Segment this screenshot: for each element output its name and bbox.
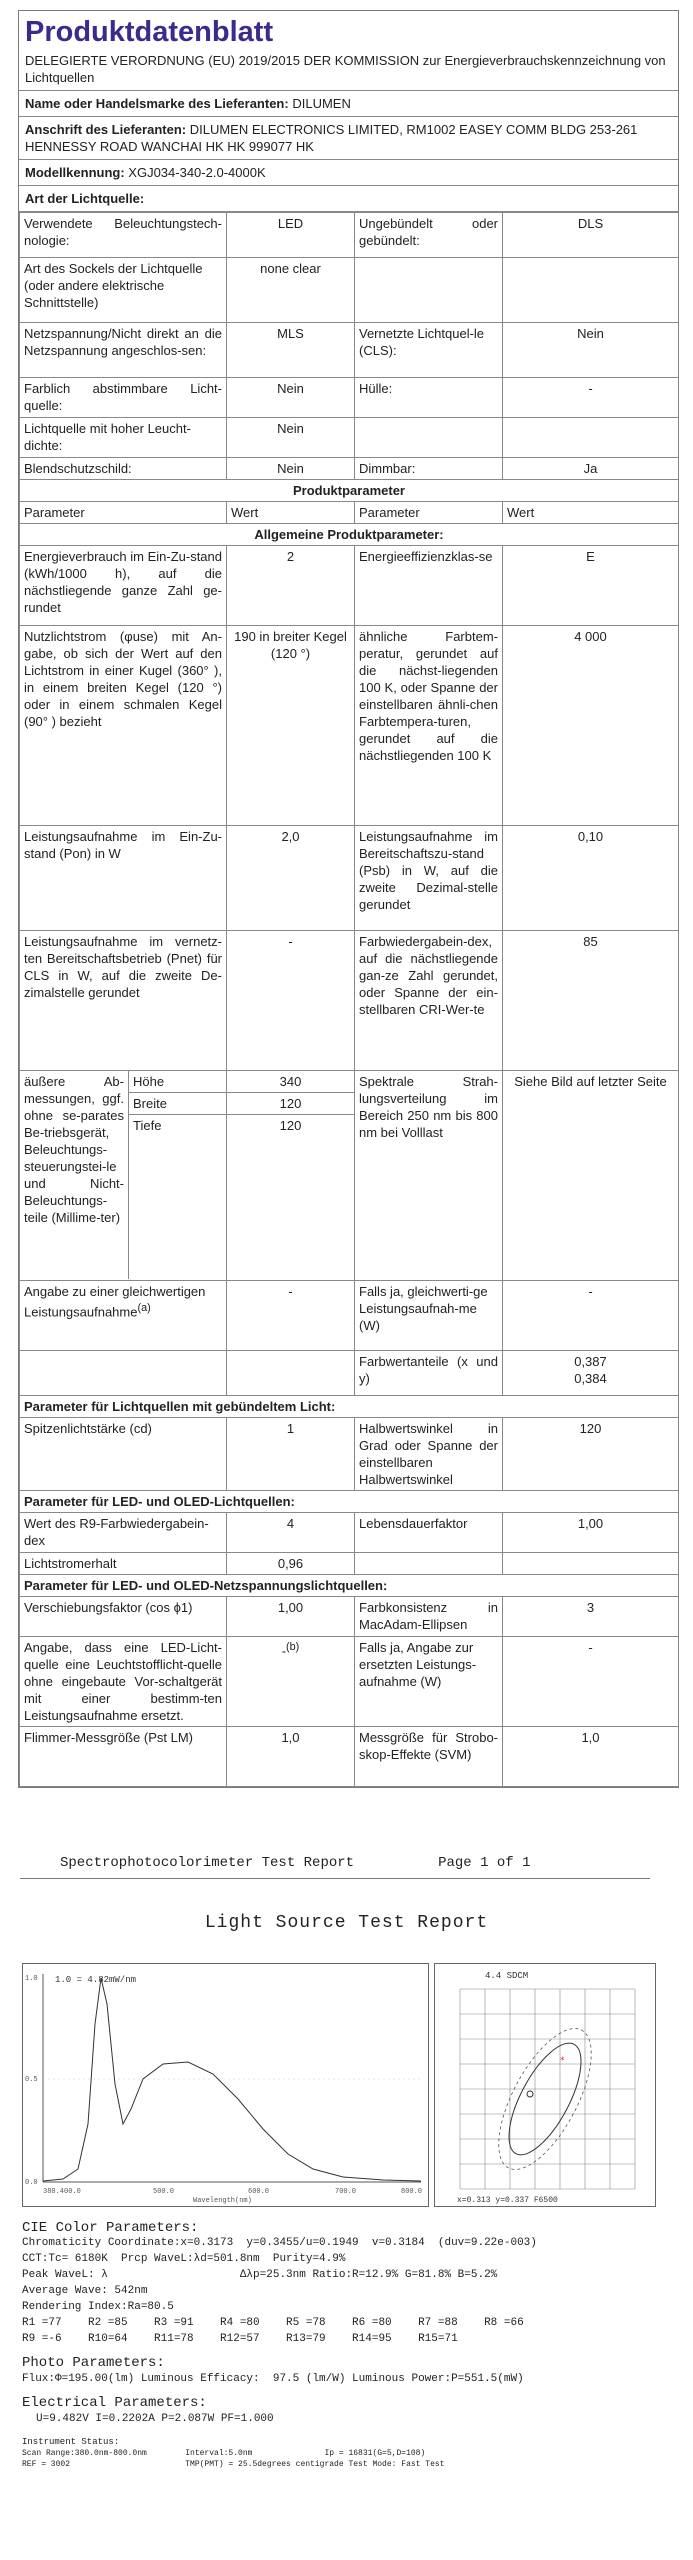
cell-label: Angabe, dass eine LED-Licht-quelle eine Leuchtstofflicht-quelle ohne eingebaute Vor-schaltgerät mit einer bestimm-ten Leistungsaufnahme ersetzt. bbox=[20, 1637, 227, 1727]
cell-label: Nutzlichtstrom (φuse) mit An-gabe, ob sich der Wert auf den Lichtstrom in einer Kugel (360° ), in einem breiten Kegel (120 °) oder in einem schmalen Kegel (90° ) bezieht bbox=[20, 626, 227, 826]
cell-value: 120 bbox=[503, 1418, 679, 1491]
cell-label: Farbwiedergabein-dex, auf die nächstliegende gan-ze Zahl gerundet, oder Spanne der ein-stellbaren CRI-Wer-te bbox=[355, 931, 503, 1071]
cie-line-5: Rendering Index:Ra=80.5 bbox=[22, 2301, 174, 2313]
col-header: Parameter bbox=[355, 502, 503, 524]
spectrum-svg bbox=[23, 1964, 428, 2206]
cell-label: Spitzenlichtstärke (cd) bbox=[20, 1418, 227, 1491]
datasheet bbox=[18, 10, 679, 1788]
x-axis-label: Wavelength(nm) bbox=[193, 2197, 252, 2205]
cell-value: 190 in breiter Kegel (120 °) bbox=[227, 626, 355, 826]
y-tick: 0.0 bbox=[25, 2179, 38, 2187]
elec-heading: Electrical Parameters: bbox=[22, 2395, 207, 2411]
cell-label: Ungebündelt oder gebündelt: bbox=[355, 213, 503, 258]
cell-label: Falls ja, gleichwerti-ge Leistungsaufnah-me (W) bbox=[355, 1281, 503, 1351]
supplier-name-row bbox=[19, 91, 678, 117]
cell-value: Ja bbox=[503, 458, 679, 480]
cell-value: 4 000 bbox=[503, 626, 679, 826]
cie-title: 4.4 SDCM bbox=[485, 1971, 529, 1981]
cell-value: Nein bbox=[227, 378, 355, 418]
x-tick: 700.0 bbox=[335, 2188, 357, 2196]
report-header bbox=[60, 1855, 531, 1871]
section-directional: Parameter für Lichtquellen mit gebündeltem Licht: bbox=[20, 1396, 679, 1418]
cell-label: Lichtstromerhalt bbox=[20, 1553, 227, 1575]
supplier-name-label: Name oder Handelsmarke des Lieferanten: bbox=[25, 96, 289, 111]
address: DILUMEN ELECTRONICS LIMITED, RM1002 EASEY COMM BLDG 253-261 HENNESSY ROAD WANCHAI HK HK 999077 HK bbox=[25, 122, 638, 154]
x-tick: 600.0 bbox=[248, 2188, 270, 2196]
cell-label: Spektrale Strah-lungsverteilung im Bereich 250 nm bis 800 nm bei Volllast bbox=[355, 1071, 503, 1281]
cie-line-3: Peak WaveL: λ Δλp=25.3nm Ratio:R=12.9% G=81.8% B=5.2% bbox=[22, 2269, 498, 2281]
cell-value: 4 bbox=[227, 1513, 355, 1553]
cell-label: Energieeffizienzklas-se bbox=[355, 546, 503, 626]
x-value: 0,387 bbox=[574, 1354, 607, 1369]
cell-label: Verwendete Beleuchtungstech-nologie: bbox=[20, 213, 227, 258]
cell-label: Falls ja, Angabe zur ersetzten Leistungs-aufnahme (W) bbox=[355, 1637, 503, 1727]
cell-value: E bbox=[503, 546, 679, 626]
cell-value: 2 bbox=[227, 546, 355, 626]
cell-value: -$^{(b)}$ bbox=[227, 1637, 355, 1727]
cell-value: LED bbox=[227, 213, 355, 258]
cell-label: Breite bbox=[129, 1093, 227, 1115]
cell-label: Leistungsaufnahme im vernetz-ten Bereitschaftsbetrieb (Pnet) für CLS in W, auf die zweite De-zimalstelle gerundet bbox=[20, 931, 227, 1071]
section-led: Parameter für LED- und OLED-Lichtquellen: bbox=[20, 1491, 679, 1513]
scale-label: 1.0 = 4.82mW/nm bbox=[55, 1975, 137, 1985]
cell-value: 120 bbox=[279, 1118, 302, 1133]
cell-value: 1,0 bbox=[503, 1727, 679, 1787]
col-header: Wert bbox=[503, 502, 679, 524]
cell-value: - bbox=[227, 931, 355, 1071]
cell-label: Farbwertanteile (x und y) bbox=[355, 1351, 503, 1396]
cell-label: Art des Sockels der Lichtquelle (oder andere elektrische Schnittstelle) bbox=[20, 258, 227, 323]
cell-label: Lichtquelle mit hoher Leucht-dichte: bbox=[20, 418, 227, 458]
cell-value: - bbox=[227, 1281, 355, 1351]
y-value: 0,384 bbox=[574, 1371, 607, 1386]
cell-value: DLS bbox=[503, 213, 679, 258]
status-line-1: Scan Range:380.0nm-800.0nm Interval:5.0nm Ip = 16831(G=5,D=108) bbox=[22, 2449, 426, 2458]
cell-value: Nein bbox=[503, 323, 679, 378]
supplier-name: DILUMEN bbox=[292, 96, 351, 111]
cie-chart bbox=[434, 1963, 656, 2207]
photo-line-1: Flux:Φ=195.00(lm) Luminous Efficacy: 97.5 (lm/W) Luminous Power:P=551.5(mW) bbox=[22, 2373, 524, 2385]
y-tick: 1.0 bbox=[25, 1975, 38, 1983]
cie-svg bbox=[435, 1964, 655, 2206]
cell-label: Halbwertswinkel in Grad oder Spanne der einstellbaren Halbwertswinkel bbox=[355, 1418, 503, 1491]
cell-value: Siehe Bild auf letzter Seite bbox=[503, 1071, 679, 1281]
cell-label: Leistungsaufnahme im Ein-Zu-stand (Pon) in W bbox=[20, 826, 227, 931]
x-tick: 380.400.0 bbox=[43, 2188, 81, 2196]
cell-label: äußere Ab-messungen, ggf. ohne se-parates Be-triebsgerät, Beleuchtungs-steuerungstei-le und Nicht-Beleuchtungs-teile (Millime-ter) bbox=[20, 1071, 129, 1279]
cell-label: Hülle: bbox=[355, 378, 503, 418]
col-header: Parameter bbox=[20, 502, 227, 524]
cie-line-2: CCT:Tc= 6180K Prcp WaveL:λd=501.8nm Purity=4.9% bbox=[22, 2253, 346, 2265]
cell-label: Tiefe bbox=[133, 1118, 162, 1133]
model: XGJ034-340-2.0-4000K bbox=[128, 165, 266, 180]
model-row bbox=[19, 160, 678, 186]
cell-label: Messgröße für Strobo-skop-Effekte (SVM) bbox=[355, 1727, 503, 1787]
cell-label: ähnliche Farbtem-peratur, gerundet auf die nächst-liegenden 100 K, oder Spanne der einstellbaren ähnli-chen Farbtempera-turen, gerundet auf die nächstliegenden 100 K bbox=[355, 626, 503, 826]
cell-value: 2,0 bbox=[227, 826, 355, 931]
cell-label: Blendschutzschild: bbox=[20, 458, 227, 480]
elec-line-1: U=9.482V I=0.2202A P=2.087W PF=1.000 bbox=[36, 2413, 274, 2425]
photo-heading: Photo Parameters: bbox=[22, 2355, 165, 2371]
cie-line-4: Average Wave: 542nm bbox=[22, 2285, 148, 2297]
cell-value: 340 bbox=[227, 1071, 354, 1093]
section-product-params: Produktparameter bbox=[20, 480, 679, 502]
cell-label: Wert des R9-Farbwiedergabein-dex bbox=[20, 1513, 227, 1553]
cell-value: none clear bbox=[227, 258, 355, 323]
cell-value bbox=[503, 1351, 679, 1396]
measured-point-icon: * bbox=[560, 2056, 565, 2066]
cell-label: Angabe zu einer gleichwertigen Leistungsaufnahme$^{(a)}$ bbox=[20, 1281, 227, 1351]
status-line-2: REF = 3002 TMP(PMT) = 25.5degrees centigrade Test Mode: Fast Test bbox=[22, 2460, 445, 2469]
cell-value: - bbox=[503, 1637, 679, 1727]
cell-value: 1,0 bbox=[227, 1727, 355, 1787]
cell-value: - bbox=[503, 378, 679, 418]
dimensions-block bbox=[20, 1071, 226, 1279]
cie-line-1: Chromaticity Coordinate:x=0.3173 y=0.3455/u=0.1949 v=0.3184 (duv=9.22e-003) bbox=[22, 2237, 537, 2249]
header-divider bbox=[20, 1878, 650, 1879]
cell-value: 0,96 bbox=[227, 1553, 355, 1575]
cell-label: Verschiebungsfaktor (cos ϕ1) bbox=[20, 1597, 227, 1637]
page-title: Produktdatenblatt bbox=[25, 16, 274, 48]
cell-value: 120 bbox=[227, 1093, 354, 1115]
replacement-value: - bbox=[281, 1643, 287, 1659]
cell-label: Leistungsaufnahme im Bereitschaftszu-stand (Psb) in W, auf die zweite Dezimal-stelle gerundet bbox=[355, 826, 503, 931]
cell-label: Dimmbar: bbox=[355, 458, 503, 480]
x-tick: 800.0 bbox=[401, 2188, 423, 2196]
spectro-report bbox=[0, 1855, 693, 2560]
section-mls: Parameter für LED- und OLED-Netzspannungslichtquellen: bbox=[20, 1575, 679, 1597]
cell-label: Farbkonsistenz in MacAdam-Ellipsen bbox=[355, 1597, 503, 1637]
x-tick: 500.0 bbox=[153, 2188, 175, 2196]
cell-label: Netzspannung/Nicht direkt an die Netzspannung angeschlos-sen: bbox=[20, 323, 227, 378]
spectrum-chart bbox=[22, 1963, 429, 2207]
cell-label: Energieverbrauch im Ein-Zu-stand (kWh/1000 h), auf die nächstliegende ganze Zahl ge-rundet bbox=[20, 546, 227, 626]
section-general: Allgemeine Produktparameter: bbox=[20, 524, 679, 546]
cell-value: Nein bbox=[227, 458, 355, 480]
cell-value: MLS bbox=[227, 323, 355, 378]
cell-label: Höhe bbox=[129, 1071, 227, 1093]
address-label: Anschrift des Lieferanten: bbox=[25, 122, 187, 137]
cell-value: 3 bbox=[503, 1597, 679, 1637]
cell-label: Flimmer-Messgröße (Pst LM) bbox=[20, 1727, 227, 1787]
col-header: Wert bbox=[227, 502, 355, 524]
cell-value: 0,10 bbox=[503, 826, 679, 931]
light-source-type-heading: Art der Lichtquelle: bbox=[19, 186, 678, 212]
cell-value: - bbox=[503, 1281, 679, 1351]
cell-label: Farblich abstimmbare Licht-quelle: bbox=[20, 378, 227, 418]
model-label: Modellkennung: bbox=[25, 165, 125, 180]
cell-value: 85 bbox=[503, 931, 679, 1071]
address-row bbox=[19, 117, 678, 160]
report-page: Page 1 of 1 bbox=[438, 1855, 531, 1871]
cell-label: Vernetzte Lichtquel-le (CLS): bbox=[355, 323, 503, 378]
cell-value: 1 bbox=[227, 1418, 355, 1491]
cell-value: 1,00 bbox=[227, 1597, 355, 1637]
status-heading: Instrument Status: bbox=[22, 2437, 120, 2447]
report-title: Light Source Test Report bbox=[204, 1913, 489, 1933]
cell-label: Lebensdauerfaktor bbox=[355, 1513, 503, 1553]
y-tick: 0.5 bbox=[25, 2076, 38, 2084]
cell-value: Nein bbox=[227, 418, 355, 458]
cie-line-7: R9 =-6 R10=64 R11=78 R12=57 R13=79 R14=95 R15=71 bbox=[22, 2333, 458, 2345]
cie-heading: CIE Color Parameters: bbox=[22, 2220, 199, 2236]
equivalent-power-label: Angabe zu einer gleichwertigen Leistungsaufnahme bbox=[24, 1284, 206, 1320]
datasheet-table bbox=[19, 212, 679, 1787]
regulation-text: DELEGIERTE VERORDNUNG (EU) 2019/2015 DER KOMMISSION zur Energieverbrauchskennzeichnung von Lichtquellen bbox=[19, 50, 678, 91]
report-header-title: Spectrophotocolorimeter Test Report bbox=[60, 1855, 355, 1871]
cell-value: 1,00 bbox=[503, 1513, 679, 1553]
cie-values: x=0.313 y=0.337 F6500 bbox=[457, 2196, 558, 2205]
cie-line-6: R1 =77 R2 =85 R3 =91 R4 =80 R5 =78 R6 =80 R7 =88 R8 =66 bbox=[22, 2317, 524, 2329]
